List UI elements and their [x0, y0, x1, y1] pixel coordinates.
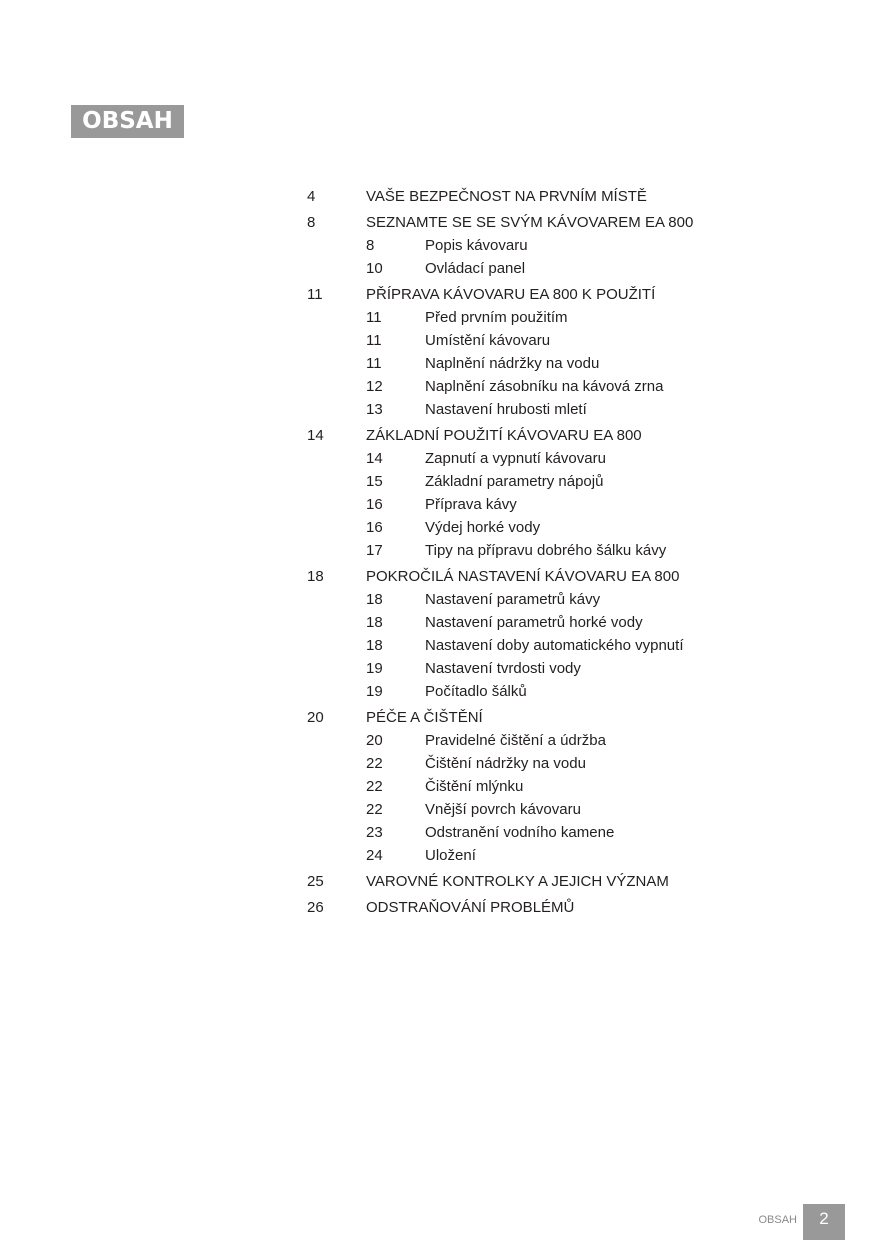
toc-sub-page: 19	[366, 683, 383, 700]
toc-sub-entry	[0, 635, 874, 657]
toc-sub-entry	[0, 258, 874, 280]
toc-main-page: 8	[307, 214, 316, 231]
toc-sub-entry	[0, 399, 874, 421]
toc-sub-title: Základní parametry nápojů	[425, 473, 604, 490]
toc-sub-entry	[0, 681, 874, 703]
toc-sub-title: Čištění nádržky na vodu	[425, 755, 586, 772]
toc-main-title: POKROČILÁ NASTAVENÍ KÁVOVARU EA 800	[366, 568, 680, 585]
toc-sub-entry	[0, 589, 874, 611]
toc-sub-entry	[0, 776, 874, 798]
toc-sub-entry	[0, 799, 874, 821]
toc-sub-title: Zapnutí a vypnutí kávovaru	[425, 450, 606, 467]
toc-main-page: 11	[307, 286, 323, 303]
toc-sub-page: 12	[366, 378, 383, 395]
toc-main-entry	[0, 707, 874, 729]
toc-sub-title: Umístění kávovaru	[425, 332, 551, 349]
toc-sub-title: Příprava kávy	[425, 496, 517, 513]
toc-sub-page: 20	[366, 732, 383, 749]
toc-sub-page: 18	[366, 637, 383, 654]
toc-sub-title: Nastavení parametrů horké vody	[425, 614, 643, 631]
toc-sub-title: Před prvním použitím	[425, 309, 568, 326]
toc-sub-entry	[0, 730, 874, 752]
toc-sub-entry	[0, 612, 874, 634]
toc-main-page: 26	[307, 899, 324, 916]
toc-sub-page: 22	[366, 778, 383, 795]
toc-sub-page: 11	[366, 332, 382, 349]
toc-sub-title: Popis kávovaru	[425, 237, 528, 254]
toc-sub-page: 11	[366, 355, 382, 372]
toc-sub-page: 18	[366, 591, 383, 608]
toc-sub-entry	[0, 448, 874, 470]
footer-section-label: OBSAH	[758, 1214, 797, 1226]
toc-sub-title: Nastavení tvrdosti vody	[425, 660, 581, 677]
toc-main-page: 14	[307, 427, 324, 444]
toc-sub-page: 14	[366, 450, 383, 467]
toc-main-title: PŘÍPRAVA KÁVOVARU EA 800 K POUŽITÍ	[366, 286, 656, 303]
toc-main-title: SEZNAMTE SE SE SVÝM KÁVOVAREM EA 800	[366, 214, 694, 231]
toc-main-page: 4	[307, 188, 316, 205]
toc-sub-title: Nastavení doby automatického vypnutí	[425, 637, 684, 654]
toc-sub-page: 17	[366, 542, 383, 559]
toc-sub-title: Vnější povrch kávovaru	[425, 801, 581, 818]
toc-main-entry	[0, 212, 874, 234]
toc-sub-entry	[0, 494, 874, 516]
toc-sub-entry	[0, 540, 874, 562]
toc-sub-entry	[0, 376, 874, 398]
toc-sub-page: 18	[366, 614, 383, 631]
toc-sub-entry	[0, 471, 874, 493]
toc-sub-title: Naplnění zásobníku na kávová zrna	[425, 378, 664, 395]
toc-main-page: 18	[307, 568, 324, 585]
toc-main-entry	[0, 284, 874, 306]
toc-main-entry	[0, 566, 874, 588]
toc-sub-page: 11	[366, 309, 382, 326]
toc-sub-page: 15	[366, 473, 383, 490]
toc-sub-page: 16	[366, 496, 383, 513]
toc-sub-entry	[0, 822, 874, 844]
toc-sub-page: 19	[366, 660, 383, 677]
toc-sub-page: 24	[366, 847, 383, 864]
toc-main-page: 20	[307, 709, 324, 726]
toc-sub-title: Pravidelné čištění a údržba	[425, 732, 606, 749]
toc-main-entry	[0, 871, 874, 893]
toc-main-title: ODSTRAŇOVÁNÍ PROBLÉMŮ	[366, 899, 575, 916]
toc-main-title: ZÁKLADNÍ POUŽITÍ KÁVOVARU EA 800	[366, 427, 642, 444]
toc-sub-entry	[0, 307, 874, 329]
toc-main-entry	[0, 897, 874, 919]
toc-sub-title: Tipy na přípravu dobrého šálku kávy	[425, 542, 667, 559]
toc-sub-page: 16	[366, 519, 383, 536]
toc-sub-entry	[0, 845, 874, 867]
toc-sub-entry	[0, 330, 874, 352]
toc-sub-title: Naplnění nádržky na vodu	[425, 355, 600, 372]
toc-sub-entry	[0, 753, 874, 775]
toc-sub-page: 10	[366, 260, 383, 277]
toc-main-page: 25	[307, 873, 324, 890]
page-heading: OBSAH	[71, 105, 184, 138]
toc-main-title: VAŠE BEZPEČNOST NA PRVNÍM MÍSTĚ	[366, 188, 647, 205]
toc-sub-title: Odstranění vodního kamene	[425, 824, 615, 841]
toc-sub-title: Ovládací panel	[425, 260, 526, 277]
toc-sub-page: 8	[366, 237, 375, 254]
toc-sub-title: Výdej horké vody	[425, 519, 541, 536]
toc-sub-entry	[0, 658, 874, 680]
footer-page-number: 2	[803, 1204, 845, 1240]
toc-sub-page: 22	[366, 755, 383, 772]
toc-main-entry	[0, 425, 874, 447]
toc-sub-title: Uložení	[425, 847, 476, 864]
toc-sub-entry	[0, 353, 874, 375]
toc-sub-page: 13	[366, 401, 383, 418]
toc-sub-entry	[0, 235, 874, 257]
toc-sub-page: 23	[366, 824, 383, 841]
toc-sub-title: Počítadlo šálků	[425, 683, 527, 700]
toc-sub-title: Nastavení parametrů kávy	[425, 591, 601, 608]
toc-sub-title: Čištění mlýnku	[425, 778, 524, 795]
toc-sub-title: Nastavení hrubosti mletí	[425, 401, 587, 418]
toc-main-title: VAROVNÉ KONTROLKY A JEJICH VÝZNAM	[366, 873, 669, 890]
toc-sub-page: 22	[366, 801, 383, 818]
toc-main-title: PÉČE A ČIŠTĚNÍ	[366, 709, 483, 726]
toc-sub-entry	[0, 517, 874, 539]
toc-main-entry	[0, 186, 874, 208]
